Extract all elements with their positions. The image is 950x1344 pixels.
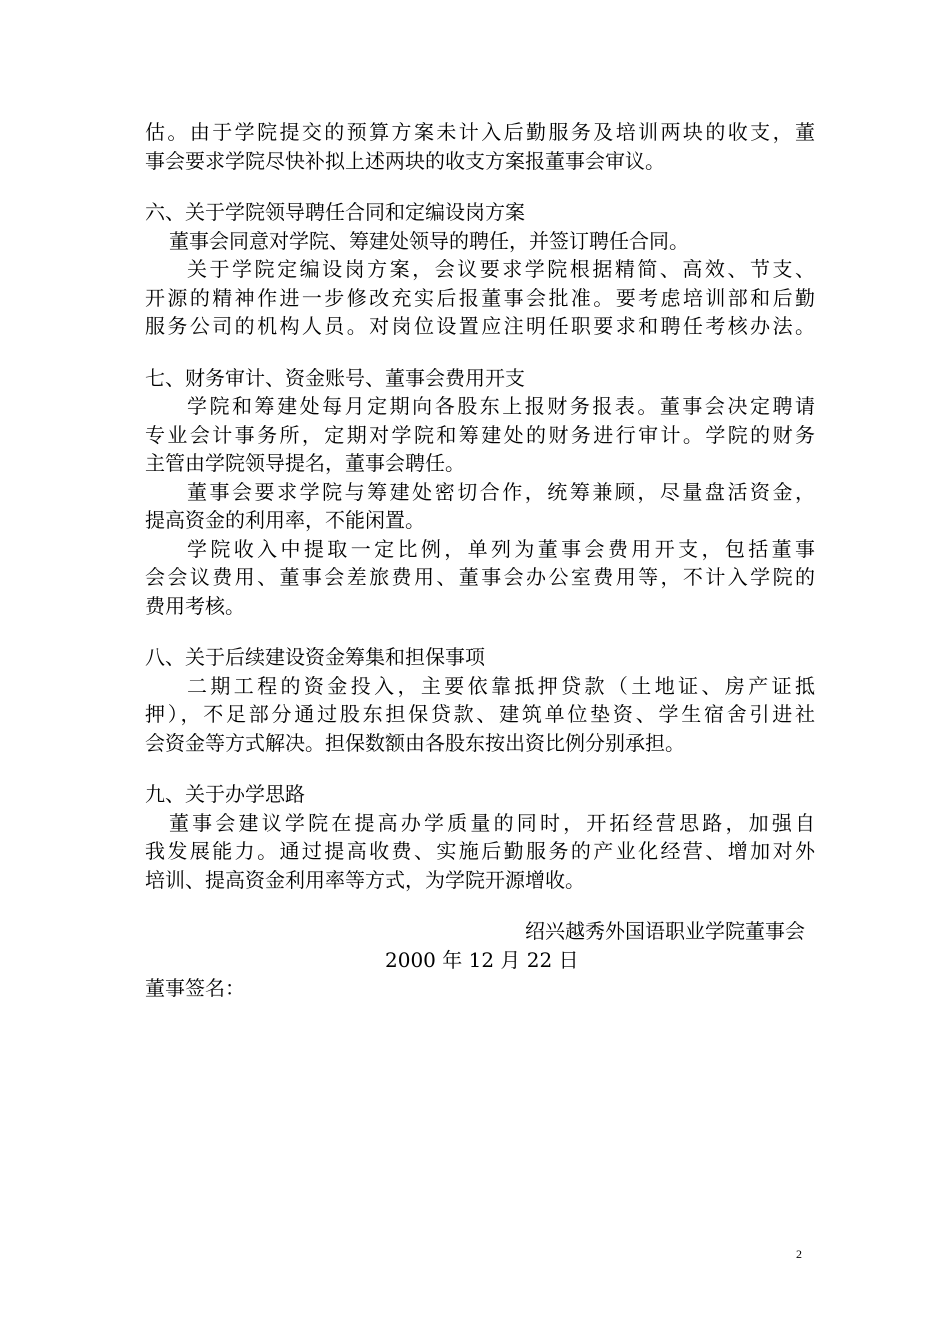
section-8 xyxy=(145,643,815,757)
paragraph-spacer xyxy=(145,341,815,364)
paragraph-spacer xyxy=(145,757,815,780)
directors-signature-label: 董事签名： xyxy=(145,976,245,1000)
signature-organization: 绍兴越秀外国语职业学院董事会 xyxy=(525,919,805,943)
text-line: 押），不足部分通过股东担保贷款、建筑单位垫资、学生宿舍引进社 xyxy=(145,702,815,726)
text-line: 事会要求学院尽快补拟上述两块的收支方案报董事会审议。 xyxy=(145,148,665,173)
text-line: 董事会建议学院在提高办学质量的同时，开拓经营思路，加强自 xyxy=(169,810,815,835)
text-line: 开源的精神作进一步修改充实后报董事会批准。要考虑培训部和后勤 xyxy=(145,285,815,310)
text-line: 费用考核。 xyxy=(145,593,245,618)
text-line: 会会议费用、董事会差旅费用、董事会办公室费用等，不计入学院的 xyxy=(145,565,815,589)
section-6 xyxy=(145,198,815,341)
text-line: 服务公司的机构人员。对岗位设置应注明任职要求和聘任考核办法。 xyxy=(145,314,815,338)
paragraph-spacer xyxy=(145,894,815,917)
section-heading: 六、关于学院领导聘任合同和定编设岗方案 xyxy=(145,200,525,224)
text-line: 学院收入中提取一定比例，单列为董事会费用开支，包括董事 xyxy=(187,536,815,561)
text-line: 学院和筹建处每月定期向各股东上报财务报表。董事会决定聘请 xyxy=(187,394,815,418)
text-line: 会资金等方式解决。担保数额由各股东按出资比例分别承担。 xyxy=(145,730,685,755)
text-line: 关于学院定编设岗方案，会议要求学院根据精简、高效、节支、 xyxy=(187,257,815,281)
document-body xyxy=(145,118,815,1003)
text-line: 专业会计事务所，定期对学院和筹建处的财务进行审计。学院的财务 xyxy=(145,422,815,447)
text-line: 董事会要求学院与筹建处密切合作，统筹兼顾，尽量盘活资金， xyxy=(187,479,815,504)
intro-paragraph xyxy=(145,118,815,175)
section-heading: 七、财务审计、资金账号、董事会费用开支 xyxy=(145,365,525,390)
signature-date: 2000 年 12 月 22 日 xyxy=(385,947,579,972)
text-line: 董事会同意对学院、筹建处领导的聘任，并签订聘任合同。 xyxy=(169,228,689,253)
text-line: 估。由于学院提交的预算方案未计入后勤服务及培训两块的收支，董 xyxy=(145,120,815,144)
section-7 xyxy=(145,364,815,621)
page-number: 2 xyxy=(796,1247,802,1261)
section-heading: 八、关于后续建设资金筹集和担保事项 xyxy=(145,645,485,669)
text-line: 主管由学院领导提名，董事会聘任。 xyxy=(145,451,465,475)
text-line: 二期工程的资金投入，主要依靠抵押贷款（土地证、房产证抵 xyxy=(187,673,815,698)
paragraph-spacer xyxy=(145,620,815,643)
section-heading: 九、关于办学思路 xyxy=(145,782,305,806)
text-line: 培训、提高资金利用率等方式，为学院开源增收。 xyxy=(145,867,585,892)
signature-block xyxy=(145,917,815,1003)
text-line: 提高资金的利用率，不能闲置。 xyxy=(145,508,425,532)
text-line: 我发展能力。通过提高收费、实施后勤服务的产业化经营、增加对外 xyxy=(145,839,815,863)
paragraph-spacer xyxy=(145,175,815,198)
section-9 xyxy=(145,780,815,894)
